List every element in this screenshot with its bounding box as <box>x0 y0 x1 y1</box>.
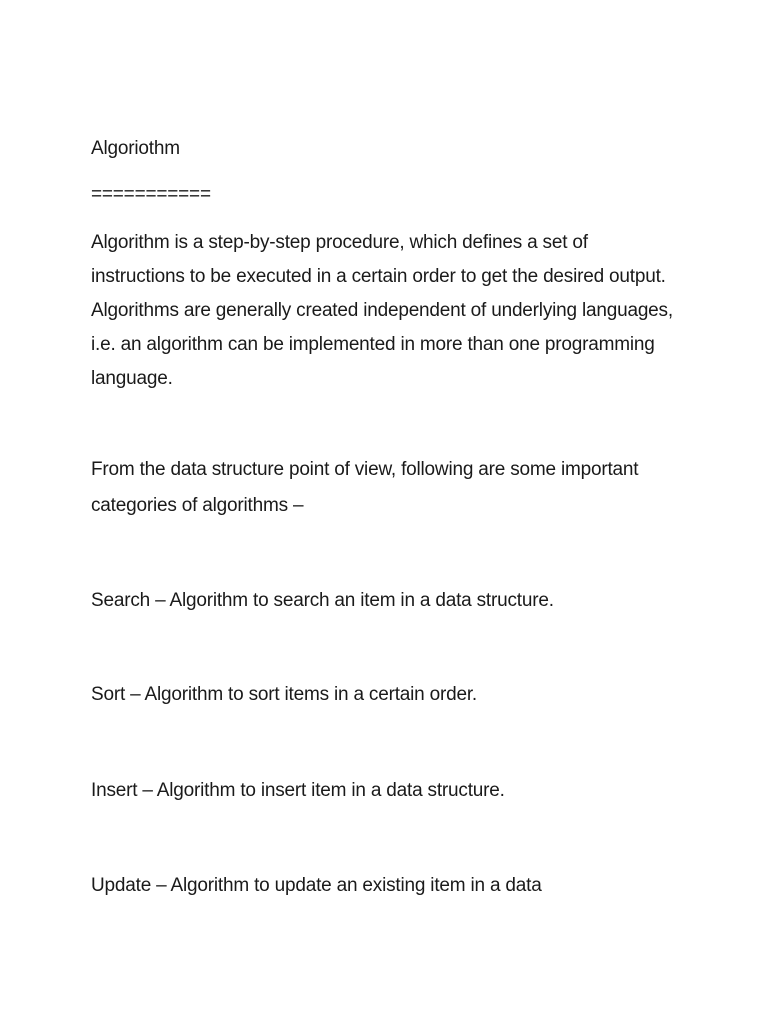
category-search: Search – Algorithm to search an item in a data structure. <box>91 590 554 611</box>
categories-intro-paragraph: From the data structure point of view, following are some important categories of algorithms – <box>91 459 639 516</box>
intro-paragraph: Algorithm is a step-by-step procedure, which defines a set of instructions to be executed in a certain order to get the desired output. Algorithms are generally created independent of underlying languages, i.e. an algorithm can be implemented in more than one programming language. <box>91 232 673 389</box>
category-sort: Sort – Algorithm to sort items in a certain order. <box>91 684 478 705</box>
category-update: Update – Algorithm to update an existing item in a data <box>91 875 542 896</box>
category-insert: Insert – Algorithm to insert item in a data structure. <box>91 780 505 801</box>
title-underline: =========== <box>91 184 211 205</box>
document-title: Algoriothm <box>91 138 180 159</box>
